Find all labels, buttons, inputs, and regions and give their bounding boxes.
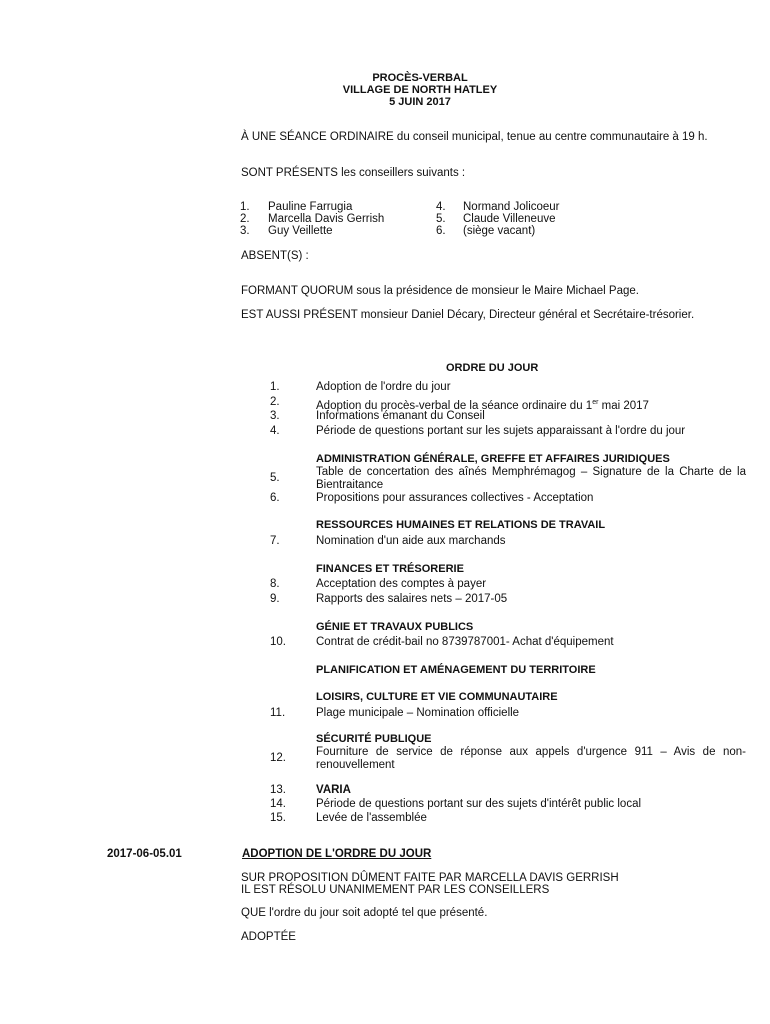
councillor-name: Pauline Farrugia xyxy=(268,201,353,213)
resolution-que: QUE l'ordre du jour soit adopté tel que présenté. xyxy=(241,907,488,919)
section-title-planification: PLANIFICATION ET AMÉNAGEMENT DU TERRITOIRE xyxy=(316,664,596,676)
agenda-item-varia: VARIA xyxy=(316,784,351,796)
resolution-number: 2017-06-05.01 xyxy=(107,848,182,860)
section-title-rh: RESSOURCES HUMAINES ET RELATIONS DE TRAVAIL xyxy=(316,519,606,531)
agenda-item-number: 3. xyxy=(270,410,280,422)
agenda-item-number: 1. xyxy=(270,381,280,393)
agenda-item-text: Rapports des salaires nets – 2017-05 xyxy=(316,593,508,605)
resolution-resolu: IL EST RÉSOLU UNANIMEMENT PAR LES CONSEILLERS xyxy=(241,884,550,896)
agenda-item-number: 8. xyxy=(270,578,280,590)
agenda-item-text: Levée de l'assemblée xyxy=(316,812,427,824)
councillor-num: 6. xyxy=(436,225,446,237)
agenda-item-number: 10. xyxy=(270,636,286,648)
section-title-administration: ADMINISTRATION GÉNÉRALE, GREFFE ET AFFAIRES JURIDIQUES xyxy=(316,453,670,465)
councillor-name: Marcella Davis Gerrish xyxy=(268,213,385,225)
agenda-item-number: 11. xyxy=(270,707,286,719)
agenda-item-number: 12. xyxy=(270,752,286,764)
councillor-name: Claude Villeneuve xyxy=(463,213,556,225)
absents-label: ABSENT(S) : xyxy=(241,250,309,262)
agenda-item-text: Acceptation des comptes à payer xyxy=(316,578,487,590)
councillor-num: 1. xyxy=(240,201,250,213)
agenda-item-text: Adoption du procès-verbal de la séance ordinaire du 1er mai 2017 xyxy=(316,399,649,412)
also-present-statement: EST AUSSI PRÉSENT monsieur Daniel Décary, Directeur général et Secrétaire-trésorier. xyxy=(241,309,695,321)
document-title: PROCÈS-VERBAL xyxy=(372,72,468,84)
resolution-proposition: SUR PROPOSITION DÛMENT FAITE PAR MARCELLA DAVIS GERRISH xyxy=(241,872,619,884)
section-title-genie: GÉNIE ET TRAVAUX PUBLICS xyxy=(316,621,474,633)
agenda-item-number: 2. xyxy=(270,396,280,408)
agenda-item-text: Période de questions portant sur les sujets apparaissant à l'ordre du jour xyxy=(316,425,686,437)
agenda-item-text: Fourniture de service de réponse aux appels d'urgence 911 – Avis de non-renouvellement xyxy=(316,746,746,771)
councillor-num: 4. xyxy=(436,201,446,213)
seance-statement: À UNE SÉANCE ORDINAIRE du conseil municipal, tenue au centre communautaire à 19 h. xyxy=(241,131,708,143)
agenda-item-text: Table de concertation des aînés Memphrémagog – Signature de la Charte de la Bientraitance xyxy=(316,466,746,491)
councillor-num: 5. xyxy=(436,213,446,225)
agenda-item-number: 7. xyxy=(270,535,280,547)
agenda-item-text: Adoption de l'ordre du jour xyxy=(316,381,451,393)
councillor-name: Guy Veillette xyxy=(268,225,333,237)
agenda-item-text: Contrat de crédit-bail no 8739787001- Achat d'équipement xyxy=(316,636,614,648)
councillor-num: 2. xyxy=(240,213,250,225)
agenda-item-number: 5. xyxy=(270,472,280,484)
councillor-name: (siège vacant) xyxy=(463,225,536,237)
section-title-finances: FINANCES ET TRÉSORERIE xyxy=(316,563,464,575)
agenda-item-text: Propositions pour assurances collectives - Acceptation xyxy=(316,492,594,504)
agenda-item-number: 15. xyxy=(270,812,286,824)
councillor-name: Normand Jolicoeur xyxy=(463,201,560,213)
resolution-adoptee: ADOPTÉE xyxy=(241,931,296,943)
agenda-item-number: 6. xyxy=(270,492,280,504)
agenda-item-number: 4. xyxy=(270,425,280,437)
agenda-item-text: Plage municipale – Nomination officielle xyxy=(316,707,520,719)
agenda-item-text: Informations émanant du Conseil xyxy=(316,410,485,422)
meeting-date: 5 JUIN 2017 xyxy=(389,96,451,108)
councillor-num: 3. xyxy=(240,225,250,237)
resolution-title: ADOPTION DE L'ORDRE DU JOUR xyxy=(242,848,432,860)
agenda-item-text: Nomination d'un aide aux marchands xyxy=(316,535,506,547)
agenda-item-text: Période de questions portant sur des sujets d'intérêt public local xyxy=(316,798,642,810)
municipality-name: VILLAGE DE NORTH HATLEY xyxy=(342,84,498,96)
agenda-item-number: 9. xyxy=(270,593,280,605)
presents-statement: SONT PRÉSENTS les conseillers suivants : xyxy=(241,167,466,179)
agenda-item-number: 13. xyxy=(270,784,286,796)
agenda-title: ORDRE DU JOUR xyxy=(446,362,539,374)
section-title-securite: SÉCURITÉ PUBLIQUE xyxy=(316,733,432,745)
section-title-loisirs: LOISIRS, CULTURE ET VIE COMMUNAUTAIRE xyxy=(316,691,558,703)
quorum-statement: FORMANT QUORUM sous la présidence de monsieur le Maire Michael Page. xyxy=(241,285,639,297)
agenda-item-number: 14. xyxy=(270,798,286,810)
